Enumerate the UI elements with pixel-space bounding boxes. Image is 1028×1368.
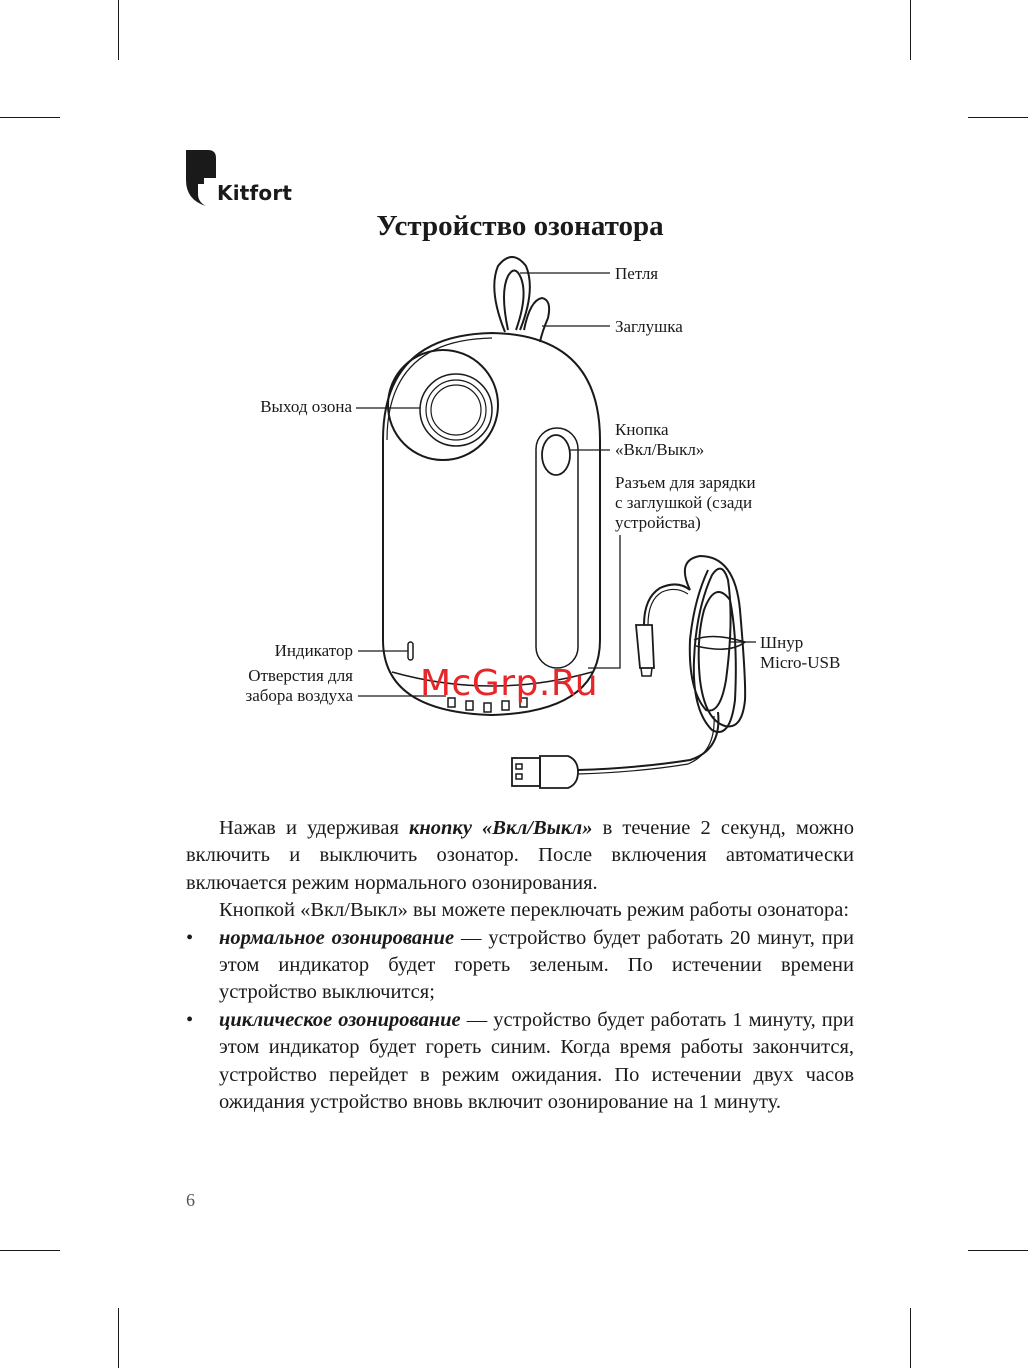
watermark: McGrp.Ru — [420, 663, 599, 704]
callout-intake-line: Отверстия для — [248, 666, 353, 685]
callout-cord-line: Шнур — [760, 633, 804, 652]
callout-loop: Петля — [615, 264, 659, 283]
mode-description: — устройство будет работать 1 минуту, при этом индикатор будет гореть синим. Когда время работы закончится, устройство перейдет в режим ожидания. По истечении двух часов ожидания устройство вновь включит озонирование на 1 минуту. — [219, 1008, 854, 1114]
brand-name: Kitfort — [217, 181, 293, 205]
crop-mark — [968, 1250, 1028, 1251]
indicator-slot — [408, 642, 413, 660]
callout-plug: Заглушка — [615, 317, 683, 336]
list-item — [186, 925, 854, 1007]
callout-charging-line: с заглушкой (сзади — [615, 493, 753, 512]
mode-description: — устройство будет работать 20 минут, при этом индикатор будет гореть зеленым. По истечении времени устройство выключится; — [219, 926, 854, 1004]
callout-button-line: «Вкл/Выкл» — [615, 440, 705, 459]
device-body — [383, 333, 600, 715]
air-intake-hole — [484, 703, 491, 712]
power-button — [542, 435, 570, 475]
modes-list — [186, 925, 854, 1117]
mode-name: нормальное озонирование — [219, 926, 455, 949]
bullet: • — [186, 1008, 194, 1031]
mode-name: циклическое озонирование — [219, 1008, 461, 1031]
text-run: в течение 2 секунд, можно включить и выключить озонатор. После включения автоматически включается режим нормального озонирования. — [186, 817, 854, 894]
paragraph-modes: Кнопкой «Вкл/Выкл» вы можете переключать режим работы озонатора: — [219, 899, 850, 922]
callout-intake-line: забора воздуха — [245, 686, 353, 705]
coiled-cable — [685, 556, 745, 732]
callout-button-line: Кнопка — [615, 420, 669, 439]
callout-cord — [760, 633, 840, 673]
crop-mark — [0, 1250, 60, 1251]
callout-button — [615, 420, 704, 460]
instructions-text — [186, 815, 854, 1116]
list-item — [186, 1007, 854, 1117]
micro-usb-connector — [636, 625, 654, 668]
callout-ozone-outlet: Выход озона — [260, 397, 352, 416]
callout-cord-line: Micro-USB — [760, 653, 841, 672]
callout-air-intake — [180, 666, 353, 706]
paragraph-power — [186, 815, 854, 897]
crop-mark — [910, 1308, 911, 1368]
callout-charging-port — [615, 473, 756, 533]
button-panel — [536, 428, 578, 668]
callout-charging-line: устройства) — [615, 513, 701, 532]
callout-charging-line: Разъем для зарядки — [615, 473, 756, 492]
usb-plug — [540, 756, 578, 788]
callout-indicator: Индикатор — [274, 641, 353, 660]
page-number: 6 — [186, 1190, 195, 1210]
bullet: • — [186, 926, 194, 949]
emphasis-button-name: кнопку «Вкл/Выкл» — [409, 817, 593, 839]
text-run: Нажав и удерживая — [219, 817, 409, 839]
page-title: Устройство озонатора — [376, 210, 664, 242]
crop-mark — [118, 1308, 119, 1368]
